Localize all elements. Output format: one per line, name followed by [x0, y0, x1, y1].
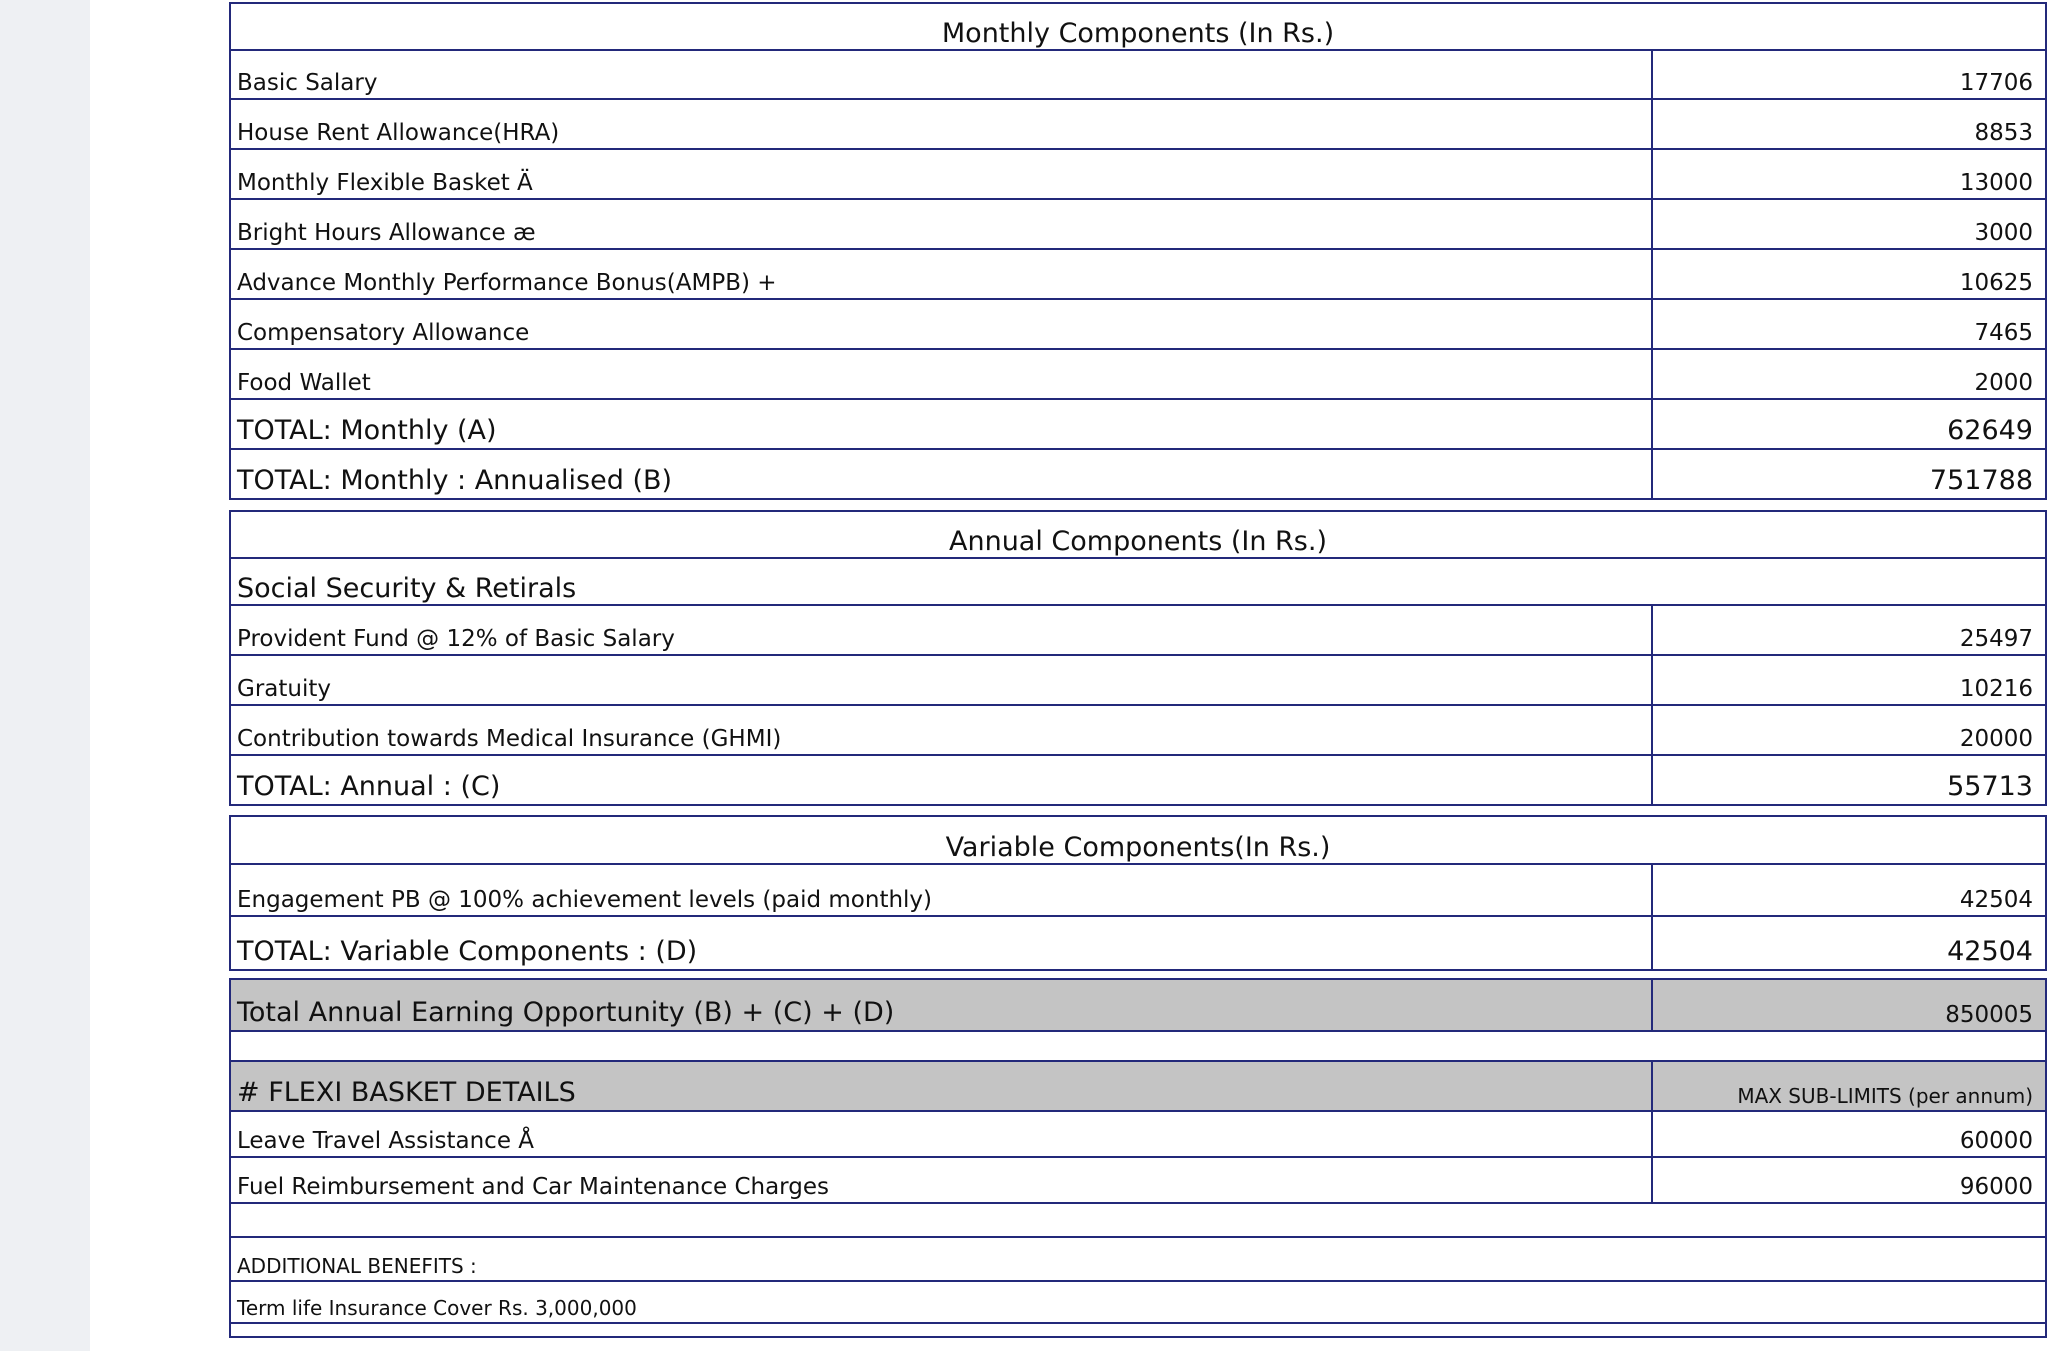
total-variable-d-label: TOTAL: Variable Components : (D) — [237, 936, 698, 967]
total-monthly-a-row — [229, 400, 2047, 450]
social-security-subheading: Social Security & Retirals — [237, 573, 577, 604]
additional-benefits-heading: ADDITIONAL BENEFITS : — [237, 1254, 477, 1278]
table-row — [229, 706, 2047, 756]
annual-components-heading: Annual Components (In Rs.) — [949, 526, 1327, 557]
table-row — [229, 656, 2047, 706]
row-value: 2000 — [1974, 370, 2033, 396]
table-row — [229, 300, 2047, 350]
row-label: House Rent Allowance(HRA) — [237, 120, 560, 146]
total-monthly-b-label: TOTAL: Monthly : Annualised (B) — [237, 465, 673, 496]
spacer-row — [229, 1032, 2047, 1062]
total-monthly-b-row — [229, 450, 2047, 500]
row-value: 7465 — [1974, 320, 2033, 346]
row-label: Compensatory Allowance — [237, 320, 530, 346]
row-value: 8853 — [1974, 120, 2033, 146]
table-row — [229, 100, 2047, 150]
row-value: 13000 — [1959, 170, 2033, 196]
spacer-row — [229, 1204, 2047, 1238]
row-value: 25497 — [1959, 626, 2033, 652]
total-annual-c-row — [229, 756, 2047, 806]
additional-benefit-item: Term life Insurance Cover Rs. 3,000,000 — [237, 1296, 637, 1320]
row-label: Bright Hours Allowance æ — [237, 220, 536, 246]
row-label: Provident Fund @ 12% of Basic Salary — [237, 626, 675, 652]
row-value: 42504 — [1959, 887, 2033, 913]
monthly-components-heading-row — [229, 2, 2047, 51]
flexi-basket-heading-row — [229, 1062, 2047, 1112]
row-value: 3000 — [1974, 220, 2033, 246]
table-row — [229, 51, 2047, 100]
row-label: Fuel Reimbursement and Car Maintenance Charges — [237, 1174, 829, 1200]
document-page — [90, 0, 2048, 1351]
grand-total-label: Total Annual Earning Opportunity (B) + (C) + (D) — [237, 997, 895, 1028]
list-item — [229, 1282, 2047, 1324]
total-variable-d-value: 42504 — [1947, 936, 2033, 967]
row-value: 10216 — [1959, 676, 2033, 702]
table-row — [229, 865, 2047, 917]
social-security-subheading-row — [229, 559, 2047, 606]
monthly-components-heading: Monthly Components (In Rs.) — [941, 18, 1335, 49]
row-label: Contribution towards Medical Insurance (GHMI) — [237, 726, 782, 752]
table-row — [229, 606, 2047, 656]
row-value: 60000 — [1959, 1128, 2033, 1154]
annual-components-heading-row — [229, 510, 2047, 559]
row-label: Monthly Flexible Basket Ä — [237, 170, 533, 196]
total-annual-c-value: 55713 — [1947, 771, 2033, 802]
row-value: 17706 — [1959, 70, 2033, 96]
table-row — [229, 250, 2047, 300]
table-row — [229, 200, 2047, 250]
total-monthly-a-value: 62649 — [1947, 415, 2033, 446]
total-monthly-a-label: TOTAL: Monthly (A) — [237, 415, 497, 446]
salary-breakup-table — [229, 0, 2048, 1351]
additional-benefits-heading-row — [229, 1238, 2047, 1282]
flexi-basket-heading: # FLEXI BASKET DETAILS — [237, 1077, 576, 1108]
row-label: Gratuity — [237, 676, 331, 702]
grand-total-value: 850005 — [1945, 1002, 2033, 1028]
table-row — [229, 350, 2047, 400]
row-label: Basic Salary — [237, 70, 378, 96]
variable-components-heading: Variable Components(In Rs.) — [945, 832, 1331, 863]
table-row — [229, 150, 2047, 200]
row-label: Advance Monthly Performance Bonus(AMPB) + — [237, 270, 777, 296]
variable-components-heading-row — [229, 815, 2047, 865]
total-monthly-b-value: 751788 — [1929, 465, 2033, 496]
max-sub-limits-header: MAX SUB-LIMITS (per annum) — [1737, 1084, 2033, 1108]
grand-total-row — [229, 978, 2047, 1032]
row-label: Leave Travel Assistance Å — [237, 1128, 535, 1154]
spacer-row — [229, 1324, 2047, 1338]
row-value: 96000 — [1959, 1174, 2033, 1200]
total-variable-d-row — [229, 917, 2047, 971]
total-annual-c-label: TOTAL: Annual : (C) — [237, 771, 501, 802]
row-value: 10625 — [1959, 270, 2033, 296]
table-row — [229, 1158, 2047, 1204]
row-label: Food Wallet — [237, 370, 371, 396]
table-row — [229, 1112, 2047, 1158]
row-value: 20000 — [1959, 726, 2033, 752]
row-label: Engagement PB @ 100% achievement levels (paid monthly) — [237, 887, 933, 913]
